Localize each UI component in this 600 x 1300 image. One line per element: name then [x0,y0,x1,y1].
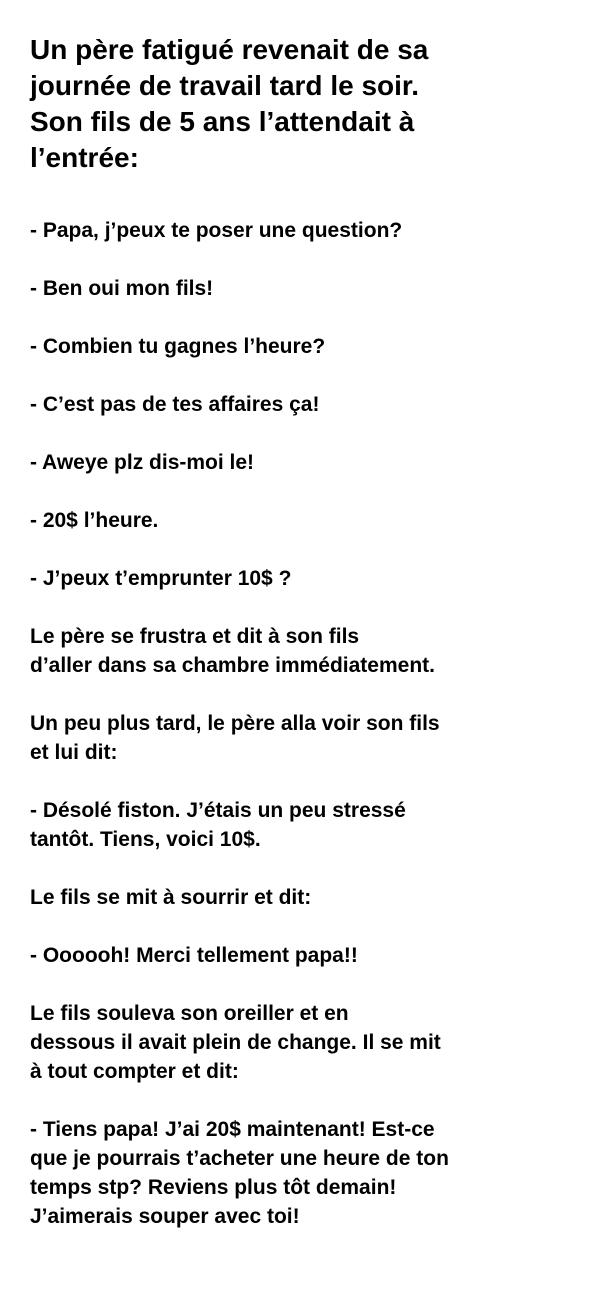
narration-paragraph [30,622,590,680]
text-line: à tout compter et dit: [30,1060,239,1083]
narration-paragraph [30,883,590,912]
dialogue-paragraph [30,506,590,535]
intro-line: l’entrée: [30,142,139,173]
dialogue-paragraph [30,332,590,361]
text-line: dessous il avait plein de change. Il se mit [30,1031,441,1054]
dialogue-paragraph [30,216,590,245]
dialogue-paragraph [30,941,590,970]
text-line: - Désolé fiston. J’étais un peu stressé [30,799,406,822]
dialogue-paragraph [30,448,590,477]
text-line: Un peu plus tard, le père alla voir son fils [30,712,440,735]
text-line: - Papa, j’peux te poser une question? [30,219,403,242]
story-intro [30,32,590,176]
text-line: d’aller dans sa chambre immédiatement. [30,654,435,677]
text-line: que je pourrais t’acheter une heure de ton [30,1147,449,1170]
text-line: - C’est pas de tes affaires ça! [30,393,320,416]
intro-line: Son fils de 5 ans l’attendait à [30,106,415,137]
narration-paragraph [30,709,590,767]
text-line: temps stp? Reviens plus tôt demain! [30,1176,397,1199]
text-line: - Tiens papa! J’ai 20$ maintenant! Est-ce [30,1118,435,1141]
text-line: - Ben oui mon fils! [30,277,214,300]
text-line: tantôt. Tiens, voici 10$. [30,828,261,851]
text-line: Le fils souleva son oreiller et en [30,1002,349,1025]
narration-paragraph [30,999,590,1086]
text-line: - Oooooh! Merci tellement papa!! [30,944,358,967]
story-text [30,32,590,1260]
intro-line: journée de travail tard le soir. [30,70,420,101]
text-line: - J’peux t’emprunter 10$ ? [30,567,292,590]
dialogue-paragraph [30,274,590,303]
intro-line: Un père fatigué revenait de sa [30,34,429,65]
text-line: - Combien tu gagnes l’heure? [30,335,326,358]
dialogue-paragraph [30,564,590,593]
dialogue-paragraph [30,1115,590,1231]
text-line: J’aimerais souper avec toi! [30,1205,300,1228]
text-line: Le fils se mit à sourrir et dit: [30,886,312,909]
dialogue-paragraph [30,390,590,419]
text-line: et lui dit: [30,741,118,764]
text-line: - 20$ l’heure. [30,509,159,532]
text-line: - Aweye plz dis-moi le! [30,451,255,474]
text-line: Le père se frustra et dit à son fils [30,625,360,648]
dialogue-paragraph [30,796,590,854]
